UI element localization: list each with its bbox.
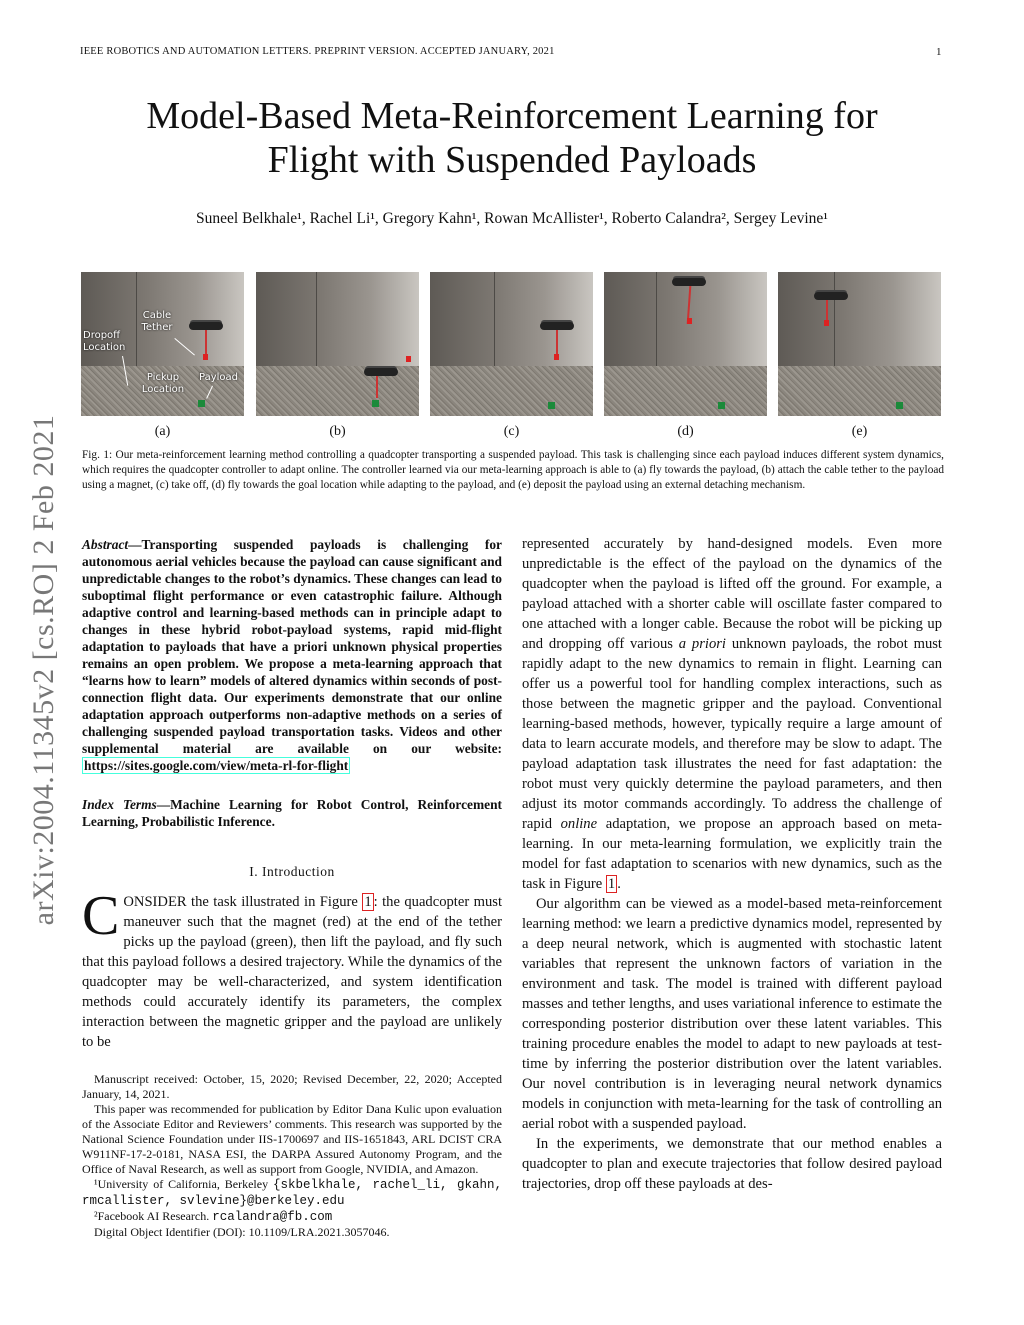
wall-seam xyxy=(494,272,495,368)
figure-caption: Fig. 1: Our meta-reinforcement learning method controlling a quadcopter transporting a suspended payload. This task is challenging since each payload induces different system dynamics, which requires the quadcopter controller to adapt online. The controller learned via our meta-learning approach is able to (a) fly towards the payload, (b) attach the cable tether to the payload using a magnet, (c) take off, (d) fly towards the goal location while adapting to the payload, and (e) deposit the payload using an external detaching mechanism. xyxy=(82,449,944,491)
abstract-text: —Transporting suspended payloads is challenging for autonomous aerial vehicles because the payload can cause significant and unpredictable changes to the robot’s dynamics. These changes can lead to suboptimal flight performance or even catastrophic failure. Although adaptive control and learning-based methods can in principle adapt to changes in these hybrid robot-payload systems, rapid mid-flight adaptation to payloads that have a priori unknown physical properties remains an open problem. We propose a meta-learning approach that “learns how to learn” models of altered dynamics within seconds of post-connection flight data. Our experiments demonstrate that our online adaptation approach outperforms non-adaptive methods on a series of challenging suspended payload transportation tasks. Videos and other supplemental material are available on our website: xyxy=(82,537,502,756)
affiliation-2-name: ²Facebook AI Research. xyxy=(94,1209,213,1223)
label-payload: Payload xyxy=(199,372,238,383)
author-list: Suneel Belkhale¹, Rachel Li¹, Gregory Kahn¹, Rowan McAllister¹, Roberto Calandra², Sergey Levine¹ xyxy=(196,210,828,227)
figure-photo-d xyxy=(604,272,767,416)
abstract xyxy=(82,536,502,774)
page-number: 1 xyxy=(936,46,942,58)
p1-text-end: . xyxy=(617,876,621,892)
footnote-affiliation-1 xyxy=(82,1177,502,1209)
photo-floor xyxy=(430,366,593,416)
paragraph-1 xyxy=(522,534,942,894)
arxiv-stamp xyxy=(24,380,64,960)
figure-sublabel-d: (d) xyxy=(677,424,694,439)
photo-floor xyxy=(778,366,941,416)
label-cable-tether: Cable Tether xyxy=(141,310,173,333)
cable-tether xyxy=(376,376,378,398)
photo-floor xyxy=(604,366,767,416)
label-pickup: Pickup Location xyxy=(141,372,185,395)
index-terms-text: —Machine Learning for Robot Control, Reinforcement Learning, Probabilistic Inference. xyxy=(82,797,502,829)
cable-tether xyxy=(205,330,207,354)
wall-seam xyxy=(834,272,835,368)
payload-block xyxy=(372,400,379,407)
footnote-recommended: This paper was recommended for publication by Editor Dana Kulic upon evaluation of the Associate Editor and Reviewers’ comments. This research was supported by the National Science Foundation under IIS-1700697 and IIS-1651843, ARL DCIST CRA W911NF-17-2-0181, NASA ESI, the DARPA Assured Autonomy Program, and the Office of Naval Research, as well as support from Google, NVIDIA, and Amazon. xyxy=(82,1102,502,1176)
p1-italic-online: online xyxy=(560,816,598,832)
intro-text-2: : the quadcopter must maneuver such that the magnet (red) at the end of the tether picks up the payload (green), then lift the payload, and fly such that this payload follows a desired trajectory. While the dynamics of the quadcopter may be well-characterized, and system identification methods could accurately identify its parameters, the complex interaction between the magnetic gripper and the payload are unlikely to be xyxy=(82,894,503,1050)
magnet xyxy=(203,354,208,360)
intro-text-1: the task illustrated in Figure xyxy=(186,894,363,910)
figure-sublabel-e: (e) xyxy=(851,424,868,439)
payload-block xyxy=(896,402,903,409)
figure-sublabel-b: (b) xyxy=(329,424,346,439)
project-website-link[interactable]: https://sites.google.com/view/meta-rl-for-flight xyxy=(84,758,349,773)
payload-block xyxy=(718,402,725,409)
figure-photo-c xyxy=(430,272,593,416)
paragraph-3: In the experiments, we demonstrate that our method enables a quadcopter to plan and execute trajectories that follow desired payload trajectories, drop off these payloads at des- xyxy=(522,1136,942,1192)
figure-ref-link[interactable]: 1 xyxy=(364,894,372,910)
magnet xyxy=(687,318,692,324)
photo-wall xyxy=(604,272,767,368)
paper-title xyxy=(60,94,964,182)
figure-photo-a xyxy=(81,272,244,416)
footnote-received: Manuscript received: October, 15, 2020; Revised December, 22, 2020; Accepted January, 14, 2021. xyxy=(82,1072,502,1101)
payload-block xyxy=(198,400,205,407)
affiliation-1-emails: {skbelkhale, rachel_li, gkahn, rmcallister, svlevine}@berkeley.edu xyxy=(82,1178,502,1208)
drop-cap: C xyxy=(82,885,120,947)
cable-tether xyxy=(556,330,558,354)
p1-text-c: adaptation, we propose an approach based on meta-learning. In our meta-learning formulation, we explicitly train the model for fast adaptation to scenarios with new dynamics, such as the task in Figure xyxy=(522,816,942,892)
index-terms xyxy=(82,796,502,830)
running-head: IEEE ROBOTICS AND AUTOMATION LETTERS. PREPRINT VERSION. ACCEPTED JANUARY, 2021 xyxy=(80,46,555,57)
magnet xyxy=(824,320,829,326)
p1-text-a: represented accurately by hand-designed models. Even more unpredictable is the effect of the payload on the dynamics of the quadcopter when the payload is lifted off the ground. For example, a payload attached with a shorter cable will oscillate faster compared to one attached with a longer cable. Because the robot will be picking up and dropping off various xyxy=(522,536,942,652)
payload-block xyxy=(548,402,555,409)
photo-wall xyxy=(778,272,941,368)
p1-italic-a-priori: a priori xyxy=(678,636,726,652)
figure-sublabel-a: (a) xyxy=(154,424,171,439)
figure-ref-link-2[interactable]: 1 xyxy=(607,876,616,892)
quadcopter xyxy=(540,322,574,330)
title-line-2: Flight with Suspended Payloads xyxy=(267,139,757,181)
title-line-1: Model-Based Meta-Reinforcement Learning for xyxy=(146,95,878,137)
photo-wall xyxy=(430,272,593,368)
footnotes xyxy=(82,1072,502,1240)
arxiv-stamp-text: arXiv:2004.11345v2 [cs.RO] 2 Feb 2021 xyxy=(27,414,60,926)
quadcopter xyxy=(364,368,398,376)
abstract-lead: Abstract xyxy=(82,537,129,552)
index-terms-lead: Index Terms xyxy=(82,797,157,812)
introduction-paragraph xyxy=(82,885,503,1052)
label-dropoff: Dropoff Location xyxy=(83,330,126,353)
quadcopter xyxy=(189,322,223,330)
footnote-affiliation-2 xyxy=(82,1209,502,1225)
footnote-doi: Digital Object Identifier (DOI): 10.1109/LRA.2021.3057046. xyxy=(94,1225,390,1239)
magnet xyxy=(406,356,411,362)
section-heading-introduction: I. Introduction xyxy=(249,864,335,879)
quadcopter xyxy=(814,292,848,300)
affiliation-2-email: rcalandra@fb.com xyxy=(212,1210,333,1224)
p1-text-b: unknown payloads, the robot must rapidly adapt to the new dynamics to remain in flight. Learning can offer us a powerful tool for handling complex interactions, such as those between the magnetic gripper and the payload. Conventional learning-based methods, however, typically require a large amount of data to learn accurate models, and therefore may be slow to adapt. The payload adaptation task illustrates the need for fast adaptation: the robot must very quickly determine the payload parameters, and then adjust its motor commands accordingly. To address the challenge of rapid xyxy=(522,636,942,832)
intro-first-word: ONSIDER xyxy=(123,894,187,910)
wall-seam xyxy=(656,272,657,368)
quadcopter xyxy=(672,278,706,286)
wall-seam xyxy=(316,272,317,368)
affiliation-1-name: ¹University of California, Berkeley xyxy=(94,1177,274,1191)
photo-wall xyxy=(256,272,419,368)
figure-photo-e xyxy=(778,272,941,416)
magnet xyxy=(554,354,559,360)
paragraph-2: Our algorithm can be viewed as a model-based meta-reinforcement learning method: we learn a predictive dynamics model, represented by a deep neural network, which is augmented with stochastic latent variables that represent the unknown factors of variation in the environment and task. The model is trained with different payload masses and tether lengths, and uses variational inference to estimate the corresponding posterior distribution over these latent variables. This training procedure enables the model to adapt to new payloads at test-time by inferring the posterior distribution over the latent variables. Our novel contribution is in leveraging neural network dynamics models in conjunction with meta-learning for the task of controlling an aerial robot with a suspended payload. xyxy=(522,896,942,1132)
right-column-text xyxy=(522,534,942,1194)
figure-sublabel-c: (c) xyxy=(503,424,520,439)
figure-photo-b xyxy=(256,272,419,416)
